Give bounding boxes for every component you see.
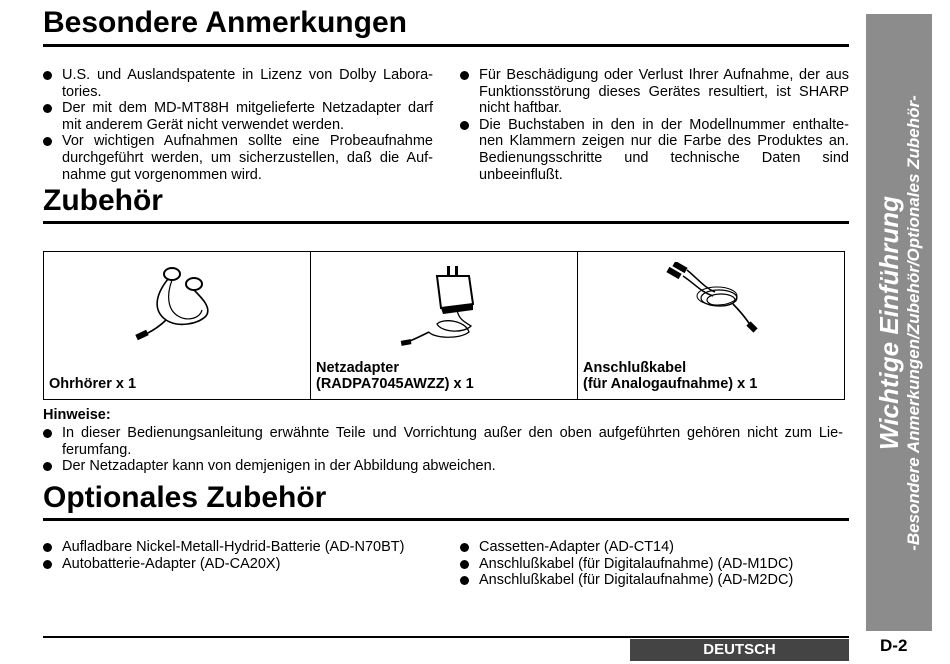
optional-accessories-right xyxy=(460,539,849,589)
section-rule xyxy=(43,221,849,224)
page-number: D-2 xyxy=(880,636,908,655)
list-item: Anschlußkabel (für Digitalaufnahme) (AD-M1DC) xyxy=(460,556,849,573)
list-item: Der Netzadapter kann von demjenigen in der Abbildung abweichen. xyxy=(43,458,843,475)
list-item: Autobatterie-Adapter (AD-CA20X) xyxy=(43,556,443,573)
sidebar-chapter-subtitle: -Besondere Anmerkungen/Zubehör/Optionales Zubehör- xyxy=(904,94,923,551)
accessory-cell-ac-adapter xyxy=(311,252,578,399)
chapter-sidebar xyxy=(866,14,932,631)
sidebar-chapter-title: Wichtige Einführung xyxy=(874,195,904,450)
section-title-optionales-zubehoer: Optionales Zubehör xyxy=(43,481,327,514)
list-item: Die Buchstaben in den in der Modellnummer enthalte-nen Klammern zeigen nur die Farbe des Produktes an. Bedienungsschritte und technische Daten sind unbeeinflußt. xyxy=(460,117,849,183)
list-item: Anschlußkabel (für Digitalaufnahme) (AD-M2DC) xyxy=(460,572,849,589)
section-rule xyxy=(43,518,849,521)
language-tab: DEUTSCH xyxy=(630,639,849,661)
accessory-label: Ohrhörer x 1 xyxy=(49,376,137,393)
ac-adapter-icon xyxy=(399,262,489,350)
list-item: U.S. und Auslandspatente in Lizenz von Dolby Labora-tories. xyxy=(43,67,433,100)
list-item: Für Beschädigung oder Verlust Ihrer Aufnahme, der aus Funktionsstörung dieses Gerätes resultiert, ist SHARP nicht haftbar. xyxy=(460,67,849,117)
sidebar-text xyxy=(874,23,924,623)
list-item: Vor wichtigen Aufnahmen sollte eine Probeaufnahme durchgeführt werden, um sicherzustellen, daß die Auf-nahme gut vorgenommen wird. xyxy=(43,133,433,183)
section-rule xyxy=(43,44,849,47)
section-title-besondere-anmerkungen: Besondere Anmerkungen xyxy=(43,6,407,39)
connection-cable-icon xyxy=(661,262,761,338)
list-item: Cassetten-Adapter (AD-CT14) xyxy=(460,539,849,556)
section-title-zubehoer: Zubehör xyxy=(43,184,163,217)
accessory-cell-earphones xyxy=(44,252,311,399)
notes-list xyxy=(43,425,843,475)
notes-title: Hinweise: xyxy=(43,407,111,423)
earphones-icon xyxy=(132,262,222,344)
footer-rule xyxy=(43,636,849,638)
notes-column-right xyxy=(460,67,849,183)
accessory-label: Netzadapter (RADPA7045AWZZ) x 1 xyxy=(316,359,474,393)
optional-accessories-left xyxy=(43,539,443,572)
list-item: Der mit dem MD-MT88H mitgelieferte Netzadapter darf mit anderem Gerät nicht verwendet werden. xyxy=(43,100,433,133)
accessory-cell-connection-cable xyxy=(578,252,844,399)
notes-column-left xyxy=(43,67,433,183)
list-item: Aufladbare Nickel-Metall-Hydrid-Batterie (AD-N70BT) xyxy=(43,539,443,556)
list-item: In dieser Bedienungsanleitung erwähnte Teile und Vorrichtung außer den oben aufgeführten gehören nicht zum Lie-ferumfang. xyxy=(43,425,843,458)
accessory-label: Anschlußkabel (für Analogaufnahme) x 1 xyxy=(583,359,758,393)
accessories-table xyxy=(43,251,845,400)
